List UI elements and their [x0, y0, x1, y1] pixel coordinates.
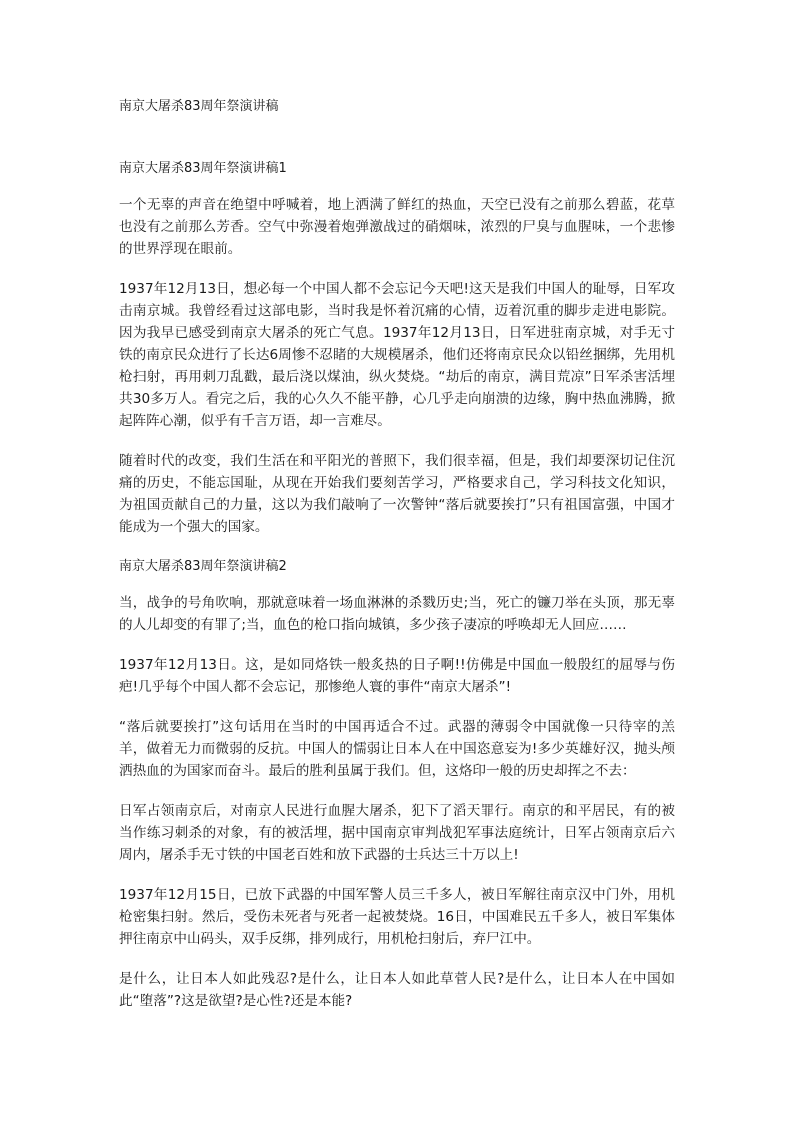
document-title: 南京大屠杀83周年祭演讲稿	[119, 99, 279, 114]
paragraph: 随着时代的改变，我们生活在和平阳光的普照下，我们很幸福，但是，我们却要深切记住沉痛的历史，不能忘国耻，从现在开始我们要刻苦学习，严格要求自己，学习科技文化知识，为祖国贡献自己的力量，这以为我们敲响了一次警钟“落后就要挨打”只有祖国富强，中国才能成为一个强大的国家。	[119, 453, 675, 535]
section-2	[119, 556, 675, 1012]
section-1	[119, 158, 675, 538]
paragraph: 1937年12月15日，已放下武器的中国军警人员三千多人，被日军解往南京汉中门外，用机枪密集扫射。然后，受伤未死者与死者一起被焚烧。16日，中国难民五千多人，被日军集体押往南京中山码头，双手反绑，排列成行，用机枪扫射后，弃尸江中。	[119, 887, 675, 947]
paragraph: 是什么，让日本人如此残忍?是什么，让日本人如此草菅人民?是什么，让日本人在中国如此“堕落”?这是欲望?是心性?还是本能?	[119, 971, 675, 1009]
paragraph: “落后就要挨打”这句话用在当时的中国再适合不过。武器的薄弱令中国就像一只待宰的羔羊，做着无力而微弱的反抗。中国人的懦弱让日本人在中国恣意妄为!多少英雄好汉，抛头颅洒热血的为国家而奋斗。最后的胜利虽属于我们。但，这烙印一般的历史却挥之不去：	[119, 719, 675, 779]
paragraph: 1937年12月13日，想必每一个中国人都不会忘记今天吧!这天是我们中国人的耻辱，日军攻击南京城。我曾经看过这部电影，当时我是怀着沉痛的心情，迈着沉重的脚步走进电影院。因为我早已感受到南京大屠杀的死亡气息。1937年12月13日，日军进驻南京城，对手无寸铁的南京民众进行了长达6周惨不忍睹的大规模屠杀，他们还将南京民众以铅丝捆绑，先用机枪扫射，再用刺刀乱戳，最后浇以煤油，纵火焚烧。“劫后的南京，满目荒凉”日军杀害活埋共30多万人。看完之后，我的心久久不能平静，心几乎走向崩溃的边缘，胸中热血沸腾，掀起阵阵心潮，似乎有千言万语，却一言难尽。	[119, 281, 675, 429]
paragraph: 日军占领南京后，对南京人民进行血腥大屠杀，犯下了滔天罪行。南京的和平居民，有的被当作练习刺杀的对象，有的被活埋，据中国南京审判战犯军事法庭统计，日军占领南京后六周内，屠杀手无寸铁的中国老百姓和放下武器的士兵达三十万以上!	[119, 803, 675, 863]
section-heading: 南京大屠杀83周年祭演讲稿1	[119, 161, 287, 176]
document-page	[119, 96, 675, 1030]
paragraph: 当，战争的号角吹响，那就意味着一场血淋淋的杀戮历史;当，死亡的镰刀举在头顶，那无辜的人儿却变的有罪了;当，血色的枪口指向城镇，多少孩子凄凉的呼唤却无人回应……	[119, 595, 675, 633]
paragraph: 1937年12月13日。这，是如同烙铁一般炙热的日子啊!!仿佛是中国血一般殷红的屈辱与伤疤!几乎每个中国人都不会忘记，那惨绝人寰的事件“南京大屠杀”!	[119, 657, 675, 695]
section-heading: 南京大屠杀83周年祭演讲稿2	[119, 559, 287, 574]
paragraph: 一个无辜的声音在绝望中呼喊着，地上洒满了鲜红的热血，天空已没有之前那么碧蓝，花草也没有之前那么芳香。空气中弥漫着炮弹激战过的硝烟味，浓烈的尸臭与血腥味，一个悲惨的世界浮现在眼前。	[119, 197, 675, 257]
